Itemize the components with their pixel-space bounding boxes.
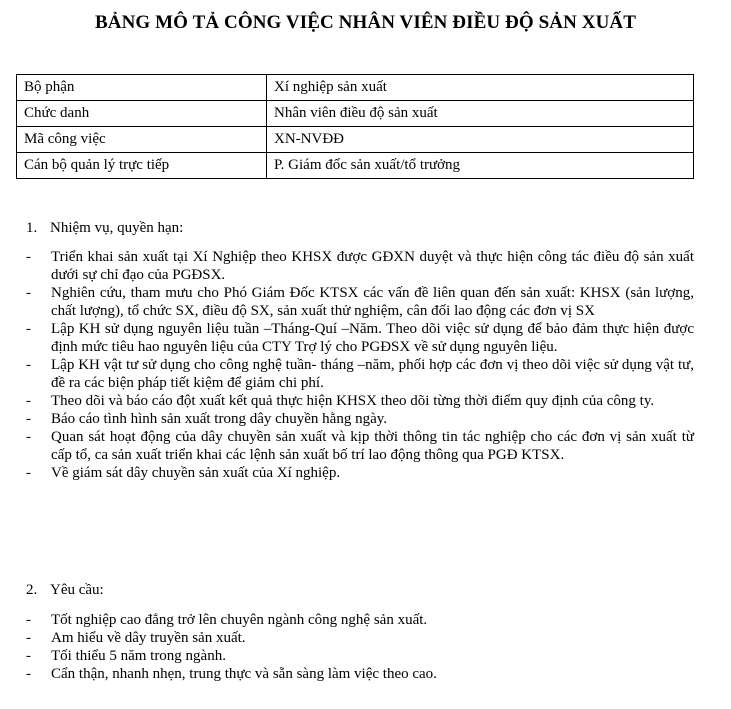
section-title: Yêu cầu:	[50, 582, 104, 598]
bullet-dash: -	[26, 648, 31, 664]
list-item-text: Theo dõi và báo cáo đột xuất kết quả thực hiện KHSX theo dõi từng thời điểm quy định của công ty.	[51, 393, 655, 409]
section-heading-duties	[26, 219, 183, 237]
info-value: Nhân viên điều độ sản xuất	[267, 101, 694, 127]
info-row	[17, 75, 694, 101]
duties-list	[0, 248, 731, 482]
job-info-table	[16, 74, 694, 179]
list-item-text: Triển khai sản xuất tại Xí Nghiệp theo KHSX được GĐXN duyệt và thực hiện công tác điều độ sản xuất dưới sự chỉ đạo của PGĐSX.	[51, 249, 694, 283]
list-item	[0, 647, 731, 665]
list-item	[0, 410, 731, 428]
list-item-text: Quan sát hoạt động của dây chuyền sản xuất và kịp thời thông tin tác nghiệp cho các đơn vị sản xuất từ cấp tổ, ca sản xuất triển khai các lệnh sản xuất bố trí lao động thông qua PGĐ KTSX.	[51, 429, 694, 463]
bullet-dash: -	[26, 393, 31, 409]
info-value: XN-NVĐĐ	[267, 127, 694, 153]
info-row	[17, 101, 694, 127]
page-title: BẢNG MÔ TẢ CÔNG VIỆC NHÂN VIÊN ĐIỀU ĐỘ SẢN XUẤT	[95, 12, 636, 33]
bullet-dash: -	[26, 357, 31, 373]
list-item-text: Lập KH vật tư sử dụng cho công nghệ tuần- tháng –năm, phối hợp các đơn vị theo dõi việc sử dụng vật tư, đề ra các biện pháp tiết kiệm để giảm chi phí.	[51, 357, 694, 391]
info-label: Cán bộ quản lý trực tiếp	[17, 153, 267, 179]
bullet-dash: -	[26, 429, 31, 445]
list-item	[0, 392, 731, 410]
section-title: Nhiệm vụ, quyền hạn:	[50, 220, 184, 236]
info-label: Mã công việc	[17, 127, 267, 153]
bullet-dash: -	[26, 465, 31, 481]
list-item	[0, 464, 731, 482]
info-row	[17, 153, 694, 179]
section-heading-requirements	[26, 581, 104, 599]
list-item-text: Cẩn thận, nhanh nhẹn, trung thực và sẵn sàng làm việc theo cao.	[51, 666, 437, 682]
list-item	[0, 248, 731, 284]
section-number: 2.	[26, 582, 38, 598]
list-item	[0, 356, 731, 392]
bullet-dash: -	[26, 411, 31, 427]
list-item	[0, 665, 731, 683]
bullet-dash: -	[26, 285, 31, 301]
list-item-text: Tốt nghiệp cao đẳng trở lên chuyên ngành công nghệ sản xuất.	[51, 612, 428, 628]
bullet-dash: -	[26, 666, 31, 682]
list-item-text: Nghiên cứu, tham mưu cho Phó Giám Đốc KTSX các vấn đề liên quan đến sản xuất: KHSX (sản lượng, chất lượng), tổ chức SX, điều độ SX, sản xuất thử nghiệm, cân đối lao động các đơn vị SX	[51, 285, 694, 319]
list-item-text: Về giám sát dây chuyền sản xuất của Xí nghiệp.	[51, 465, 341, 481]
requirements-list	[0, 611, 731, 683]
info-row	[17, 127, 694, 153]
list-item	[0, 611, 731, 629]
list-item	[0, 428, 731, 464]
list-item	[0, 320, 731, 356]
info-label: Bộ phận	[17, 75, 267, 101]
list-item-text: Báo cáo tình hình sản xuất trong dây chuyền hằng ngày.	[51, 411, 388, 427]
list-item-text: Am hiểu về dây truyền sản xuất.	[51, 630, 246, 646]
bullet-dash: -	[26, 612, 31, 628]
list-item-text: Tối thiểu 5 năm trong ngành.	[51, 648, 226, 664]
info-label: Chức danh	[17, 101, 267, 127]
bullet-dash: -	[26, 249, 31, 265]
list-item	[0, 629, 731, 647]
bullet-dash: -	[26, 321, 31, 337]
list-item-text: Lập KH sử dụng nguyên liệu tuần –Tháng-Quí –Năm. Theo dõi việc sử dụng để bảo đảm thực hiện được định mức tiêu hao nguyên liệu của CTY Trợ lý cho PGĐSX về sử dụng nguyên liệu.	[51, 321, 694, 355]
info-value: P. Giám đốc sản xuất/tổ trưởng	[267, 153, 694, 179]
bullet-dash: -	[26, 630, 31, 646]
section-number: 1.	[26, 220, 38, 236]
list-item	[0, 284, 731, 320]
info-value: Xí nghiệp sản xuất	[267, 75, 694, 101]
